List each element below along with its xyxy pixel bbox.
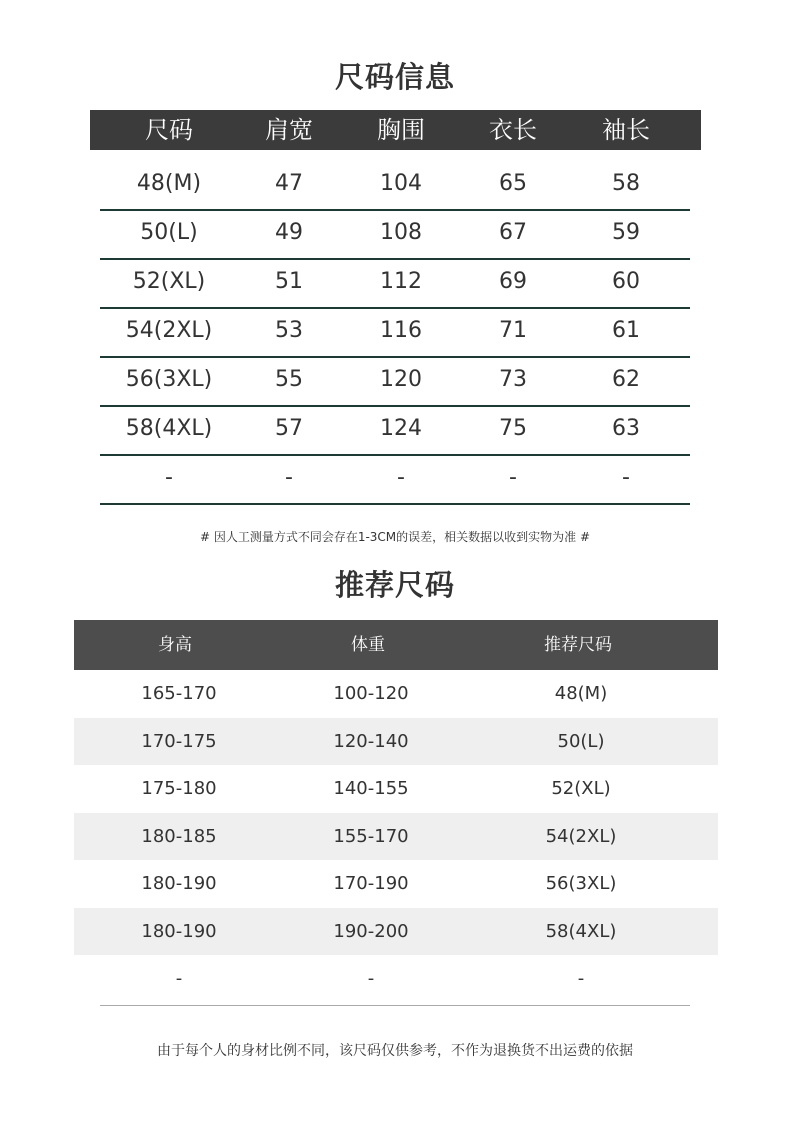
recommend-table-header <box>74 620 718 670</box>
recommend-table-cell: 120-140 <box>333 731 409 752</box>
size-table-cell: 65 <box>499 171 527 196</box>
recommend-table-row <box>74 955 718 1002</box>
recommend-table-cell: 50(L) <box>557 731 605 752</box>
size-table-cell: 71 <box>499 318 527 343</box>
size-table-row <box>0 258 790 307</box>
size-table-cell: 120 <box>380 367 422 392</box>
header-sleeve: 袖长 <box>602 116 650 144</box>
size-table-row <box>0 160 790 209</box>
size-table-cell: 55 <box>275 367 303 392</box>
size-table-cell: 54(2XL) <box>125 318 213 343</box>
recommend-table-row <box>74 718 718 765</box>
footer-disclaimer: 由于每个人的身材比例不同，该尺码仅供参考，不作为退换货不出运费的依据 <box>157 1043 633 1059</box>
size-table-cell: - <box>397 465 405 490</box>
size-table-cell: 51 <box>275 269 303 294</box>
size-table-cell: 58(4XL) <box>125 416 213 441</box>
recommend-table-row <box>74 860 718 907</box>
header-shoulder: 肩宽 <box>265 116 313 144</box>
size-table-header <box>90 110 701 150</box>
recommend-table-bottom-divider <box>100 1005 690 1006</box>
recommend-table-row <box>74 765 718 812</box>
recommend-table-cell: 175-180 <box>141 778 217 799</box>
recommend-table-row <box>74 670 718 717</box>
size-table-cell: 124 <box>380 416 422 441</box>
recommend-table-cell: 48(M) <box>554 683 608 704</box>
recommend-table-cell: 100-120 <box>333 683 409 704</box>
size-table-cell: 67 <box>499 220 527 245</box>
size-table-cell: 61 <box>612 318 640 343</box>
recommend-table-cell: 180-190 <box>141 873 217 894</box>
header-size: 尺码 <box>145 116 193 144</box>
size-table-cell: 73 <box>499 367 527 392</box>
recommend-table-cell: 180-185 <box>141 826 217 847</box>
size-table-cell: 50(L) <box>140 220 198 245</box>
size-table-cell: 47 <box>275 171 303 196</box>
recommend-table-cell: 170-175 <box>141 731 217 752</box>
header-length: 衣长 <box>489 116 537 144</box>
recommend-table-cell: 190-200 <box>333 921 409 942</box>
size-table-cell: 116 <box>380 318 422 343</box>
recommend-table-cell: 52(XL) <box>551 778 611 799</box>
header-height: 身高 <box>158 635 192 655</box>
header-weight: 体重 <box>351 635 385 655</box>
size-table-cell: 48(M) <box>136 171 202 196</box>
recommend-table-cell: 180-190 <box>141 921 217 942</box>
recommend-table-cell: 56(3XL) <box>545 873 617 894</box>
recommend-table-cell: 170-190 <box>333 873 409 894</box>
size-table-cell: - <box>285 465 293 490</box>
size-table-cell: 63 <box>612 416 640 441</box>
recommend-table-cell: - <box>577 968 585 989</box>
size-table-cell: 56(3XL) <box>125 367 213 392</box>
size-table-row <box>0 307 790 356</box>
recommend-table-cell: 54(2XL) <box>545 826 617 847</box>
recommend-table-cell: - <box>175 968 183 989</box>
size-info-title: 尺码信息 <box>334 60 455 94</box>
size-table-cell: 60 <box>612 269 640 294</box>
size-table-cell: 62 <box>612 367 640 392</box>
recommend-table-cell: 140-155 <box>333 778 409 799</box>
size-table-cell: 104 <box>380 171 422 196</box>
size-table-row <box>0 356 790 405</box>
recommend-table-cell: 155-170 <box>333 826 409 847</box>
size-row-divider <box>100 503 690 505</box>
recommend-table-cell: - <box>367 968 375 989</box>
recommend-table-row <box>74 813 718 860</box>
measurement-note: # 因人工测量方式不同会存在1-3CM的误差，相关数据以收到实物为准 # <box>199 530 591 544</box>
recommend-table-cell: 58(4XL) <box>545 921 617 942</box>
size-table-cell: - <box>165 465 173 490</box>
size-table-cell: 49 <box>275 220 303 245</box>
size-table-cell: - <box>622 465 630 490</box>
recommend-table-cell: 165-170 <box>141 683 217 704</box>
size-table-cell: 108 <box>380 220 422 245</box>
size-table-row <box>0 454 790 503</box>
size-table-cell: 57 <box>275 416 303 441</box>
size-table-cell: 52(XL) <box>132 269 206 294</box>
size-table-row <box>0 405 790 454</box>
header-chest: 胸围 <box>377 116 425 144</box>
size-table-cell: 53 <box>275 318 303 343</box>
size-table-cell: 58 <box>612 171 640 196</box>
size-table-row <box>0 209 790 258</box>
recommend-title: 推荐尺码 <box>334 568 455 602</box>
recommend-table-row <box>74 908 718 955</box>
size-table-cell: 112 <box>380 269 422 294</box>
size-table-cell: 75 <box>499 416 527 441</box>
header-recommended-size: 推荐尺码 <box>544 635 612 655</box>
size-table-cell: - <box>509 465 517 490</box>
size-table-cell: 59 <box>612 220 640 245</box>
size-table-cell: 69 <box>499 269 527 294</box>
